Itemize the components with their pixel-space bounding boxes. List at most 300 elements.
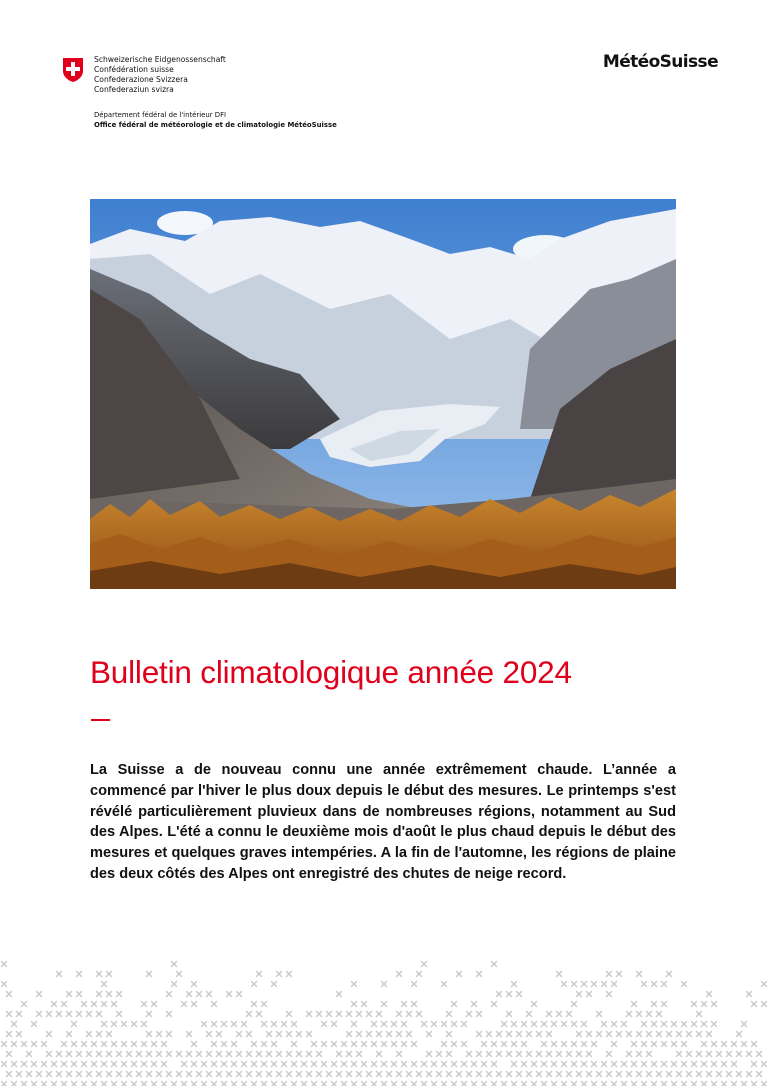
pattern-cross bbox=[22, 1002, 27, 1007]
pattern-cross bbox=[102, 1042, 107, 1047]
pattern-cross bbox=[72, 1022, 77, 1027]
pattern-cross bbox=[742, 1022, 747, 1027]
pattern-cross bbox=[587, 1072, 592, 1077]
pattern-cross bbox=[407, 1012, 412, 1017]
pattern-cross bbox=[12, 1082, 17, 1086]
pattern-cross bbox=[167, 1032, 172, 1037]
pattern-cross bbox=[577, 1052, 582, 1057]
pattern-cross bbox=[122, 1042, 127, 1047]
pattern-cross bbox=[257, 972, 262, 977]
pattern-cross bbox=[217, 1032, 222, 1037]
pattern-cross bbox=[572, 1022, 577, 1027]
pattern-cross bbox=[122, 1022, 127, 1027]
pattern-cross bbox=[672, 1062, 677, 1067]
pattern-cross bbox=[392, 1062, 397, 1067]
pattern-cross bbox=[647, 1072, 652, 1077]
pattern-cross bbox=[2, 982, 7, 987]
pattern-cross bbox=[687, 1052, 692, 1057]
pattern-cross bbox=[212, 1042, 217, 1047]
pattern-cross bbox=[577, 1032, 582, 1037]
pattern-cross bbox=[172, 1082, 177, 1086]
pattern-cross bbox=[552, 1062, 557, 1067]
pattern-cross bbox=[337, 1012, 342, 1017]
pattern-cross bbox=[757, 1052, 762, 1057]
pattern-cross bbox=[687, 1072, 692, 1077]
pattern-cross bbox=[737, 1052, 742, 1057]
pattern-cross bbox=[617, 1032, 622, 1037]
pattern-cross bbox=[62, 1082, 67, 1086]
pattern-cross bbox=[347, 1072, 352, 1077]
pattern-cross bbox=[377, 1072, 382, 1077]
pattern-cross bbox=[682, 1062, 687, 1067]
pattern-cross bbox=[207, 1072, 212, 1077]
pattern-cross bbox=[682, 1042, 687, 1047]
pattern-cross bbox=[367, 1032, 372, 1037]
pattern-cross bbox=[507, 1072, 512, 1077]
pattern-cross bbox=[487, 1052, 492, 1057]
pattern-cross bbox=[82, 1002, 87, 1007]
pattern-cross bbox=[392, 1042, 397, 1047]
pattern-cross bbox=[557, 972, 562, 977]
pattern-cross bbox=[342, 1062, 347, 1067]
pattern-cross bbox=[762, 982, 767, 987]
pattern-cross bbox=[542, 1062, 547, 1067]
pattern-cross bbox=[252, 1062, 257, 1067]
pattern-cross bbox=[107, 1052, 112, 1057]
pattern-cross bbox=[582, 1042, 587, 1047]
pattern-cross bbox=[707, 992, 712, 997]
pattern-cross bbox=[287, 1032, 292, 1037]
pattern-cross bbox=[407, 1072, 412, 1077]
page-title: Bulletin climatologique année 2024 bbox=[90, 654, 572, 690]
pattern-cross bbox=[72, 1082, 77, 1086]
pattern-cross bbox=[462, 1082, 467, 1086]
pattern-cross bbox=[327, 1072, 332, 1077]
pattern-cross bbox=[27, 1052, 32, 1057]
pattern-cross bbox=[457, 972, 462, 977]
pattern-cross bbox=[287, 1012, 292, 1017]
pattern-cross bbox=[352, 1002, 357, 1007]
pattern-cross bbox=[607, 972, 612, 977]
pattern-cross bbox=[132, 1082, 137, 1086]
pattern-cross bbox=[707, 1072, 712, 1077]
pattern-cross bbox=[307, 1032, 312, 1037]
pattern-cross bbox=[667, 1072, 672, 1077]
pattern-cross bbox=[172, 962, 177, 967]
pattern-cross bbox=[512, 1022, 517, 1027]
pattern-cross bbox=[477, 972, 482, 977]
pattern-cross bbox=[452, 1022, 457, 1027]
pattern-cross bbox=[92, 1042, 97, 1047]
pattern-cross bbox=[637, 1032, 642, 1037]
pattern-cross bbox=[557, 1012, 562, 1017]
pattern-cross bbox=[477, 1052, 482, 1057]
pattern-cross bbox=[132, 1062, 137, 1067]
pattern-cross bbox=[77, 1012, 82, 1017]
pattern-cross bbox=[752, 1082, 757, 1086]
pattern-cross bbox=[492, 1002, 497, 1007]
confederation-line: Confédération suisse bbox=[94, 65, 174, 74]
pattern-cross bbox=[452, 1082, 457, 1086]
pattern-cross bbox=[572, 1002, 577, 1007]
pattern-cross bbox=[37, 1072, 42, 1077]
pattern-cross bbox=[182, 1082, 187, 1086]
pattern-cross bbox=[722, 1082, 727, 1086]
pattern-cross bbox=[642, 982, 647, 987]
pattern-cross bbox=[682, 982, 687, 987]
cover-photo bbox=[90, 199, 676, 589]
pattern-cross bbox=[222, 1022, 227, 1027]
pattern-cross bbox=[102, 1082, 107, 1086]
pattern-cross bbox=[662, 1082, 667, 1086]
pattern-cross bbox=[192, 1082, 197, 1086]
pattern-cross bbox=[52, 1002, 57, 1007]
pattern-cross bbox=[237, 1032, 242, 1037]
pattern-cross bbox=[507, 992, 512, 997]
pattern-cross bbox=[37, 1012, 42, 1017]
pattern-cross bbox=[742, 1082, 747, 1086]
pattern-cross bbox=[607, 992, 612, 997]
pattern-cross bbox=[522, 1022, 527, 1027]
pattern-cross bbox=[2, 1042, 7, 1047]
pattern-cross bbox=[232, 1042, 237, 1047]
pattern-cross bbox=[327, 1012, 332, 1017]
pattern-cross bbox=[702, 1042, 707, 1047]
pattern-cross bbox=[657, 1012, 662, 1017]
pattern-cross bbox=[312, 1042, 317, 1047]
pattern-cross bbox=[627, 1012, 632, 1017]
pattern-cross bbox=[462, 1062, 467, 1067]
pattern-cross bbox=[67, 992, 72, 997]
pattern-cross bbox=[477, 1032, 482, 1037]
pattern-cross bbox=[562, 1022, 567, 1027]
mountain-glacier-photo bbox=[90, 199, 676, 589]
pattern-cross bbox=[612, 1062, 617, 1067]
pattern-cross bbox=[372, 1042, 377, 1047]
pattern-cross bbox=[742, 1042, 747, 1047]
pattern-cross bbox=[707, 1052, 712, 1057]
pattern-cross bbox=[337, 992, 342, 997]
pattern-cross bbox=[102, 1062, 107, 1067]
pattern-cross bbox=[627, 1072, 632, 1077]
pattern-cross bbox=[547, 1052, 552, 1057]
pattern-cross bbox=[262, 1022, 267, 1027]
pattern-cross bbox=[82, 1062, 87, 1067]
pattern-cross bbox=[467, 1012, 472, 1017]
pattern-cross bbox=[492, 1042, 497, 1047]
pattern-cross bbox=[197, 1072, 202, 1077]
pattern-cross bbox=[507, 1012, 512, 1017]
pattern-cross bbox=[652, 1002, 657, 1007]
pattern-cross bbox=[657, 1032, 662, 1037]
pattern-cross bbox=[112, 1082, 117, 1086]
pattern-cross bbox=[92, 1082, 97, 1086]
pattern-cross bbox=[152, 1002, 157, 1007]
pattern-cross bbox=[207, 992, 212, 997]
pattern-cross bbox=[2, 1082, 7, 1086]
swiss-cross-icon bbox=[62, 57, 84, 83]
pattern-cross bbox=[157, 1052, 162, 1057]
pattern-cross bbox=[762, 1062, 767, 1067]
pattern-cross bbox=[612, 1042, 617, 1047]
pattern-cross bbox=[572, 982, 577, 987]
pattern-cross bbox=[362, 1042, 367, 1047]
pattern-cross bbox=[187, 1052, 192, 1057]
pattern-cross bbox=[422, 1022, 427, 1027]
pattern-cross bbox=[277, 1032, 282, 1037]
pattern-cross bbox=[77, 1072, 82, 1077]
pattern-cross bbox=[267, 1052, 272, 1057]
pattern-cross bbox=[97, 992, 102, 997]
pattern-cross bbox=[257, 1012, 262, 1017]
pattern-cross bbox=[412, 1062, 417, 1067]
pattern-cross bbox=[107, 972, 112, 977]
pattern-cross bbox=[192, 1062, 197, 1067]
pattern-cross bbox=[652, 1082, 657, 1086]
pattern-cross bbox=[637, 1012, 642, 1017]
pattern-cross bbox=[257, 1052, 262, 1057]
pattern-cross bbox=[417, 1072, 422, 1077]
pattern-cross bbox=[112, 1002, 117, 1007]
pattern-cross bbox=[452, 1002, 457, 1007]
pattern-cross bbox=[432, 1082, 437, 1086]
pattern-cross bbox=[657, 1072, 662, 1077]
pattern-cross bbox=[607, 1032, 612, 1037]
pattern-cross bbox=[527, 1032, 532, 1037]
pattern-cross bbox=[42, 1062, 47, 1067]
pattern-cross bbox=[572, 1062, 577, 1067]
department-name: Département fédéral de l'intérieur DFI bbox=[94, 111, 227, 119]
pattern-cross bbox=[12, 1022, 17, 1027]
pattern-cross bbox=[212, 1022, 217, 1027]
pattern-cross bbox=[92, 1002, 97, 1007]
pattern-cross bbox=[292, 1062, 297, 1067]
pattern-cross bbox=[347, 1032, 352, 1037]
pattern-cross bbox=[302, 1062, 307, 1067]
pattern-cross bbox=[382, 982, 387, 987]
pattern-cross bbox=[507, 1032, 512, 1037]
pattern-cross bbox=[392, 1082, 397, 1086]
pattern-cross bbox=[632, 1062, 637, 1067]
pattern-cross bbox=[557, 1072, 562, 1077]
pattern-cross bbox=[667, 1032, 672, 1037]
pattern-cross bbox=[652, 1062, 657, 1067]
pattern-cross bbox=[197, 1052, 202, 1057]
pattern-cross bbox=[652, 1022, 657, 1027]
pattern-cross bbox=[397, 1072, 402, 1077]
pattern-cross bbox=[7, 1072, 12, 1077]
pattern-cross bbox=[562, 1062, 567, 1067]
pattern-cross bbox=[627, 1052, 632, 1057]
pattern-cross bbox=[582, 1062, 587, 1067]
pattern-cross bbox=[532, 1022, 537, 1027]
pattern-cross bbox=[587, 992, 592, 997]
pattern-cross bbox=[252, 1082, 257, 1086]
pattern-cross bbox=[712, 1022, 717, 1027]
pattern-cross bbox=[502, 1022, 507, 1027]
pattern-cross bbox=[52, 1062, 57, 1067]
pattern-cross bbox=[517, 992, 522, 997]
pattern-cross bbox=[372, 1022, 377, 1027]
pattern-cross bbox=[342, 1042, 347, 1047]
pattern-cross bbox=[307, 1072, 312, 1077]
pattern-cross bbox=[182, 1002, 187, 1007]
pattern-cross bbox=[212, 1002, 217, 1007]
pattern-cross bbox=[427, 1052, 432, 1057]
pattern-cross bbox=[702, 1022, 707, 1027]
pattern-cross bbox=[732, 1082, 737, 1086]
pattern-cross bbox=[302, 1082, 307, 1086]
pattern-cross bbox=[352, 1082, 357, 1086]
pattern-cross bbox=[562, 982, 567, 987]
pattern-cross bbox=[317, 1012, 322, 1017]
pattern-cross bbox=[272, 1042, 277, 1047]
pattern-cross bbox=[512, 1082, 517, 1086]
pattern-cross bbox=[287, 1052, 292, 1057]
pattern-cross bbox=[662, 1062, 667, 1067]
pattern-cross bbox=[247, 1052, 252, 1057]
pattern-cross bbox=[357, 1072, 362, 1077]
pattern-cross bbox=[577, 992, 582, 997]
pattern-cross bbox=[272, 1022, 277, 1027]
pattern-cross bbox=[717, 1052, 722, 1057]
pattern-cross bbox=[342, 1082, 347, 1086]
pattern-cross bbox=[7, 992, 12, 997]
pattern-cross bbox=[57, 1072, 62, 1077]
pattern-cross bbox=[237, 992, 242, 997]
pattern-cross bbox=[662, 1022, 667, 1027]
pattern-cross bbox=[582, 982, 587, 987]
pattern-cross bbox=[62, 1002, 67, 1007]
pattern-cross bbox=[242, 1082, 247, 1086]
pattern-cross bbox=[472, 1082, 477, 1086]
pattern-cross bbox=[317, 1072, 322, 1077]
pattern-cross bbox=[402, 1082, 407, 1086]
pattern-cross bbox=[17, 1012, 22, 1017]
pattern-cross bbox=[112, 1042, 117, 1047]
pattern-cross bbox=[537, 1032, 542, 1037]
pattern-cross bbox=[427, 1072, 432, 1077]
pattern-cross bbox=[222, 1082, 227, 1086]
pattern-cross bbox=[587, 1032, 592, 1037]
pattern-cross bbox=[567, 1012, 572, 1017]
pattern-cross bbox=[397, 972, 402, 977]
pattern-cross bbox=[7, 1032, 12, 1037]
pattern-cross bbox=[277, 1052, 282, 1057]
pattern-cross bbox=[102, 982, 107, 987]
pattern-cross bbox=[482, 1062, 487, 1067]
pattern-cross bbox=[287, 972, 292, 977]
pattern-cross bbox=[362, 1082, 367, 1086]
pattern-cross bbox=[522, 1062, 527, 1067]
pattern-cross bbox=[442, 1062, 447, 1067]
pattern-cross bbox=[352, 1022, 357, 1027]
pattern-cross bbox=[102, 1002, 107, 1007]
pattern-cross bbox=[167, 1072, 172, 1077]
pattern-cross bbox=[142, 1042, 147, 1047]
pattern-cross bbox=[557, 1052, 562, 1057]
pattern-cross bbox=[702, 1082, 707, 1086]
pattern-cross bbox=[32, 1082, 37, 1086]
pattern-cross bbox=[407, 1032, 412, 1037]
pattern-cross bbox=[632, 1042, 637, 1047]
pattern-cross bbox=[447, 1012, 452, 1017]
pattern-cross bbox=[412, 982, 417, 987]
pattern-cross bbox=[202, 1022, 207, 1027]
pattern-cross bbox=[207, 1032, 212, 1037]
pattern-cross bbox=[642, 1062, 647, 1067]
pattern-cross bbox=[497, 1052, 502, 1057]
pattern-cross bbox=[677, 1032, 682, 1037]
confederation-names bbox=[94, 55, 314, 95]
pattern-cross bbox=[22, 1062, 27, 1067]
pattern-cross bbox=[627, 1032, 632, 1037]
pattern-cross bbox=[732, 1062, 737, 1067]
pattern-cross bbox=[402, 1062, 407, 1067]
pattern-cross bbox=[652, 982, 657, 987]
pattern-cross bbox=[727, 1052, 732, 1057]
pattern-cross bbox=[502, 1042, 507, 1047]
pattern-cross bbox=[597, 1072, 602, 1077]
pattern-cross bbox=[82, 1042, 87, 1047]
pattern-cross bbox=[687, 1032, 692, 1037]
pattern-cross bbox=[112, 1022, 117, 1027]
brand-wordmark: MétéoSuisse bbox=[602, 52, 718, 72]
pattern-cross bbox=[32, 1022, 37, 1027]
pattern-cross bbox=[532, 1082, 537, 1086]
pattern-cross bbox=[137, 1052, 142, 1057]
pattern-cross bbox=[77, 1052, 82, 1057]
pattern-cross bbox=[622, 1082, 627, 1086]
decorative-dot-pattern bbox=[0, 960, 768, 1086]
pattern-cross bbox=[202, 1062, 207, 1067]
pattern-cross bbox=[737, 1032, 742, 1037]
pattern-cross bbox=[692, 1002, 697, 1007]
pattern-cross bbox=[437, 1052, 442, 1057]
pattern-cross bbox=[512, 982, 517, 987]
pattern-cross bbox=[132, 1022, 137, 1027]
pattern-cross bbox=[32, 1042, 37, 1047]
pattern-cross bbox=[702, 1002, 707, 1007]
pattern-cross bbox=[42, 1082, 47, 1086]
pattern-cross bbox=[262, 1062, 267, 1067]
pattern-cross bbox=[127, 1072, 132, 1077]
pattern-cross bbox=[212, 1082, 217, 1086]
pattern-cross bbox=[312, 1082, 317, 1086]
pattern-cross bbox=[367, 1012, 372, 1017]
pattern-cross bbox=[87, 1032, 92, 1037]
pattern-cross bbox=[447, 1072, 452, 1077]
pattern-cross bbox=[152, 1062, 157, 1067]
pattern-cross bbox=[182, 1062, 187, 1067]
pattern-cross bbox=[492, 1062, 497, 1067]
pattern-cross bbox=[317, 1052, 322, 1057]
pattern-cross bbox=[487, 1032, 492, 1037]
pattern-cross bbox=[352, 1042, 357, 1047]
department-block bbox=[94, 111, 394, 130]
pattern-cross bbox=[442, 982, 447, 987]
pattern-cross bbox=[517, 1072, 522, 1077]
pattern-cross bbox=[537, 1052, 542, 1057]
pattern-cross bbox=[312, 1062, 317, 1067]
pattern-cross bbox=[682, 1082, 687, 1086]
pattern-cross bbox=[632, 1082, 637, 1086]
pattern-cross bbox=[697, 1052, 702, 1057]
pattern-cross bbox=[567, 1072, 572, 1077]
pattern-cross bbox=[122, 1062, 127, 1067]
lead-paragraph: La Suisse a de nouveau connu une année extrêmement chaude. L’année a commencé par l'hiver le plus doux depuis le début des mesures. Le printemps s'est révélé particulièrement pluvieux dans de nombreuses régions, notamment au Sud des Alpes. L'été a connu le deuxième mois d'août le plus chaud depuis le début des mesures et quelques graves intempéries. A la fin de l'automne, les régions de plaine des deux côtés des Alpes ont enregistré des chutes de neige record. bbox=[90, 762, 676, 882]
pattern-cross bbox=[107, 1072, 112, 1077]
